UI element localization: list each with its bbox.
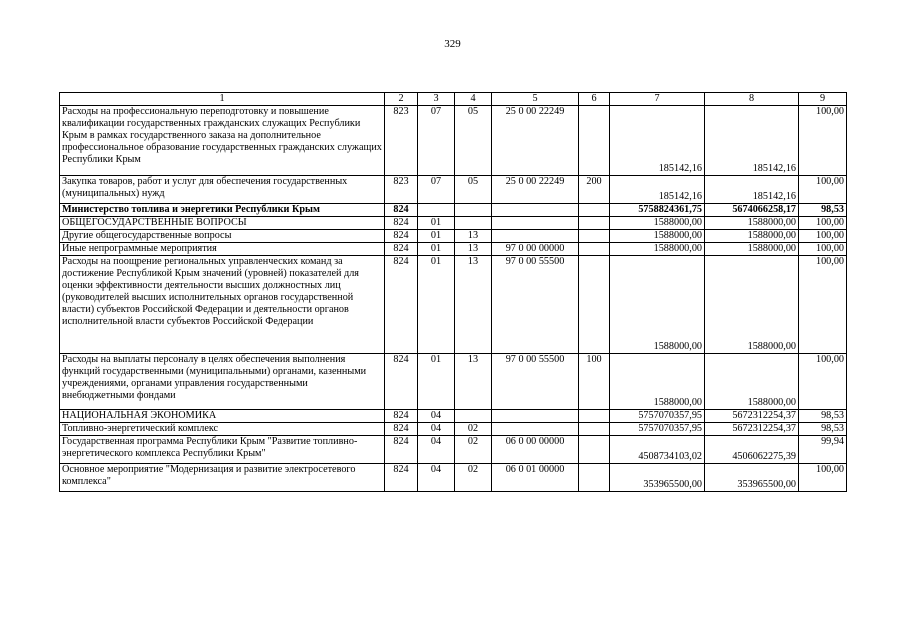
cell-expense-type: [579, 243, 610, 256]
cell-approved-amount: 5757070357,95: [610, 410, 705, 423]
cell-executed-amount: 5672312254,37: [705, 423, 799, 436]
cell-target-article: [492, 204, 579, 217]
cell-execution-percent: 98,53: [799, 423, 847, 436]
cell-executed-amount: 185142,16: [705, 176, 799, 204]
cell-ministry-code: 824: [385, 354, 418, 410]
cell-executed-amount: 5672312254,37: [705, 410, 799, 423]
cell-expense-type: [579, 423, 610, 436]
cell-expense-type: [579, 204, 610, 217]
header-cell: 9: [799, 93, 847, 106]
cell-ministry-code: 824: [385, 256, 418, 354]
cell-subsection: [455, 217, 492, 230]
cell-section: 01: [418, 354, 455, 410]
cell-approved-amount: 185142,16: [610, 106, 705, 176]
cell-target-article: [492, 217, 579, 230]
cell-section: 04: [418, 423, 455, 436]
header-cell: 5: [492, 93, 579, 106]
table-row: [60, 230, 847, 243]
cell-approved-amount: 1588000,00: [610, 256, 705, 354]
cell-expense-type: [579, 464, 610, 492]
cell-section: 04: [418, 410, 455, 423]
cell-ministry-code: 824: [385, 217, 418, 230]
cell-target-article: 25 0 00 22249: [492, 106, 579, 176]
cell-execution-percent: 98,53: [799, 204, 847, 217]
cell-section: 01: [418, 243, 455, 256]
cell-section: [418, 204, 455, 217]
cell-expense-type: [579, 217, 610, 230]
row-name: Расходы на поощрение региональных управленческих команд за достижение Республикой Крым значений (уровней) показателей для оценки эффективности деятельности высших должностных лиц (руководителей высших исполнительных органов государственной власти) субъектов Российской Федерации и деятельности органов исполнительной власти субъектов Российской Федерации: [60, 256, 385, 354]
cell-execution-percent: 100,00: [799, 464, 847, 492]
cell-subsection: [455, 410, 492, 423]
table-row: [60, 464, 847, 492]
table-row: [60, 176, 847, 204]
cell-subsection: 02: [455, 436, 492, 464]
cell-expense-type: 200: [579, 176, 610, 204]
cell-approved-amount: 1588000,00: [610, 217, 705, 230]
row-name: Другие общегосударственные вопросы: [60, 230, 385, 243]
cell-expense-type: [579, 436, 610, 464]
cell-approved-amount: 1588000,00: [610, 230, 705, 243]
cell-execution-percent: 99,94: [799, 436, 847, 464]
cell-executed-amount: 353965500,00: [705, 464, 799, 492]
table-row: [60, 106, 847, 176]
cell-approved-amount: 5757070357,95: [610, 423, 705, 436]
header-cell: 2: [385, 93, 418, 106]
cell-section: 01: [418, 217, 455, 230]
cell-execution-percent: 100,00: [799, 354, 847, 410]
cell-target-article: [492, 410, 579, 423]
cell-ministry-code: 824: [385, 243, 418, 256]
table-row: [60, 410, 847, 423]
cell-target-article: [492, 230, 579, 243]
cell-subsection: 02: [455, 423, 492, 436]
cell-section: 07: [418, 106, 455, 176]
cell-ministry-code: 823: [385, 176, 418, 204]
cell-executed-amount: 4506062275,39: [705, 436, 799, 464]
cell-executed-amount: 1588000,00: [705, 230, 799, 243]
cell-expense-type: 100: [579, 354, 610, 410]
page-number: 329: [444, 38, 461, 50]
cell-subsection: 05: [455, 176, 492, 204]
row-name: НАЦИОНАЛЬНАЯ ЭКОНОМИКА: [60, 410, 385, 423]
cell-target-article: [492, 423, 579, 436]
cell-expense-type: [579, 256, 610, 354]
cell-subsection: [455, 204, 492, 217]
cell-executed-amount: 1588000,00: [705, 256, 799, 354]
cell-subsection: 13: [455, 354, 492, 410]
table-row: [60, 217, 847, 230]
cell-subsection: 05: [455, 106, 492, 176]
cell-ministry-code: 824: [385, 204, 418, 217]
cell-target-article: 06 0 01 00000: [492, 464, 579, 492]
cell-approved-amount: 5758824361,75: [610, 204, 705, 217]
cell-subsection: 02: [455, 464, 492, 492]
cell-section: 07: [418, 176, 455, 204]
cell-executed-amount: 5674066258,17: [705, 204, 799, 217]
row-name: ОБЩЕГОСУДАРСТВЕННЫЕ ВОПРОСЫ: [60, 217, 385, 230]
row-name: Расходы на выплаты персоналу в целях обеспечения выполнения функций государственными (муниципальными) органами, казенными учреждениями, органами управления государственными внебюджетными фондами: [60, 354, 385, 410]
header-cell: 8: [705, 93, 799, 106]
cell-execution-percent: 100,00: [799, 256, 847, 354]
cell-execution-percent: 100,00: [799, 176, 847, 204]
cell-approved-amount: 1588000,00: [610, 354, 705, 410]
cell-expense-type: [579, 106, 610, 176]
cell-execution-percent: 100,00: [799, 243, 847, 256]
cell-ministry-code: 824: [385, 230, 418, 243]
row-name: Расходы на профессиональную переподготовку и повышение квалификации государственных гражданских служащих Республики Крым в рамках государственного заказа на дополнительное профессиональное образование государственных гражданских служащих Республики Крым: [60, 106, 385, 176]
header-cell: 6: [579, 93, 610, 106]
cell-execution-percent: 100,00: [799, 230, 847, 243]
budget-table: [59, 92, 847, 492]
header-cell: 4: [455, 93, 492, 106]
cell-target-article: 97 0 00 55500: [492, 256, 579, 354]
table-row: [60, 423, 847, 436]
cell-execution-percent: 100,00: [799, 217, 847, 230]
table-row: [60, 256, 847, 354]
cell-section: 04: [418, 436, 455, 464]
header-cell: 3: [418, 93, 455, 106]
cell-ministry-code: 824: [385, 436, 418, 464]
cell-ministry-code: 824: [385, 464, 418, 492]
cell-expense-type: [579, 410, 610, 423]
cell-ministry-code: 824: [385, 410, 418, 423]
cell-target-article: 06 0 00 00000: [492, 436, 579, 464]
cell-subsection: 13: [455, 256, 492, 354]
cell-executed-amount: 1588000,00: [705, 354, 799, 410]
cell-approved-amount: 4508734103,02: [610, 436, 705, 464]
cell-subsection: 13: [455, 230, 492, 243]
cell-ministry-code: 824: [385, 423, 418, 436]
cell-approved-amount: 1588000,00: [610, 243, 705, 256]
cell-target-article: 25 0 00 22249: [492, 176, 579, 204]
cell-executed-amount: 1588000,00: [705, 243, 799, 256]
cell-executed-amount: 1588000,00: [705, 217, 799, 230]
table-row: [60, 354, 847, 410]
header-row: [60, 93, 847, 106]
header-cell: 1: [60, 93, 385, 106]
row-name: Министерство топлива и энергетики Республики Крым: [60, 204, 385, 217]
cell-target-article: 97 0 00 00000: [492, 243, 579, 256]
table-row: [60, 243, 847, 256]
row-name: Государственная программа Республики Крым "Развитие топливно-энергетического комплекса Республики Крым": [60, 436, 385, 464]
cell-approved-amount: 353965500,00: [610, 464, 705, 492]
cell-executed-amount: 185142,16: [705, 106, 799, 176]
cell-target-article: 97 0 00 55500: [492, 354, 579, 410]
cell-section: 01: [418, 256, 455, 354]
row-name: Иные непрограммные мероприятия: [60, 243, 385, 256]
cell-approved-amount: 185142,16: [610, 176, 705, 204]
row-name: Закупка товаров, работ и услуг для обеспечения государственных (муниципальных) нужд: [60, 176, 385, 204]
cell-section: 01: [418, 230, 455, 243]
row-name: Основное мероприятие "Модернизация и развитие электросетевого комплекса": [60, 464, 385, 492]
cell-subsection: 13: [455, 243, 492, 256]
cell-section: 04: [418, 464, 455, 492]
cell-ministry-code: 823: [385, 106, 418, 176]
row-name: Топливно-энергетический комплекс: [60, 423, 385, 436]
cell-expense-type: [579, 230, 610, 243]
cell-execution-percent: 98,53: [799, 410, 847, 423]
cell-execution-percent: 100,00: [799, 106, 847, 176]
header-cell: 7: [610, 93, 705, 106]
table-row: [60, 204, 847, 217]
table-row: [60, 436, 847, 464]
